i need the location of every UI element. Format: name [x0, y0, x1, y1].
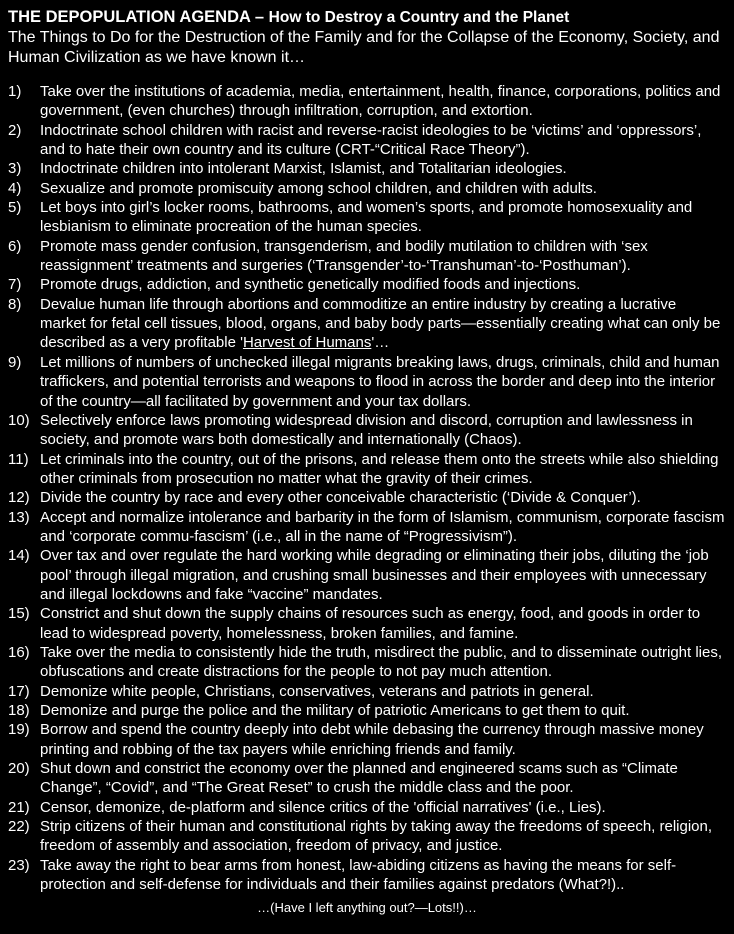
list-item-body: Let criminals into the country, out of the prisons, and release them onto the streets while also shielding other criminals from prosecution no matter what the gravity of their crimes. — [40, 450, 719, 487]
list-item-body: Selectively enforce laws promoting widespread division and discord, corruption and lawlessness in society, and promote wars both domestically and internationally (Chaos). — [40, 411, 693, 449]
list-item-text — [40, 353, 726, 411]
list-item-number: 6) — [8, 237, 22, 255]
document-intro: The Things to Do for the Destruction of the Family and for the Collapse of the Economy, Society, and Human Civilization as we have known it… — [8, 29, 720, 66]
list-item — [8, 353, 726, 411]
list-item — [8, 508, 726, 547]
document-title: THE DEPOPULATION AGENDA — [8, 8, 251, 26]
list-item-text — [40, 121, 726, 160]
list-item-number: 5) — [8, 199, 22, 217]
agenda-list — [8, 82, 726, 894]
list-item-text — [40, 275, 726, 294]
list-item-body: Indoctrinate children into intolerant Marxist, Islamist, and Totalitarian ideologies. — [40, 160, 567, 178]
list-item — [8, 546, 726, 604]
list-item-text — [40, 604, 726, 643]
list-item-body: Borrow and spend the country deeply into debt while debasing the currency through massive money printing and robbing of the tax payers while enriching friends and family. — [40, 721, 704, 758]
list-item-number: 14) — [8, 547, 30, 565]
list-item-body: Let millions of numbers of unchecked illegal migrants breaking laws, drugs, criminals, child and human traffickers, and potential terrorists and weapons to flood in across the border and deep into the interior of the country—all facilitated by government and your tax dollars. — [40, 353, 720, 410]
list-item — [8, 275, 726, 294]
list-item-text — [40, 488, 726, 507]
list-item-text — [40, 411, 726, 450]
list-item — [8, 682, 726, 701]
list-item-text — [40, 682, 726, 701]
list-item — [8, 82, 726, 121]
list-item-text — [40, 295, 726, 353]
list-item — [8, 701, 726, 720]
list-item-text — [40, 798, 726, 817]
list-item-body: Take over the media to consistently hide the truth, misdirect the public, and to disseminate outright lies, obfuscations and create distractions for the people to not pay much attention. — [40, 643, 723, 681]
list-item-body: Divide the country by race and every other conceivable characteristic (‘Divide & Conquer’). — [40, 489, 641, 507]
list-item — [8, 450, 726, 489]
list-item-text — [40, 82, 726, 121]
list-item-number: 7) — [8, 276, 22, 294]
list-item — [8, 159, 726, 178]
list-item — [8, 856, 726, 895]
list-item-number: 23) — [8, 856, 30, 874]
list-item-number: 9) — [8, 353, 22, 371]
list-item-text — [40, 759, 726, 798]
list-item — [8, 237, 726, 276]
list-item — [8, 411, 726, 450]
document-footer: …(Have I left anything out?—Lots!!)… — [257, 900, 477, 916]
title-dash: – — [250, 8, 269, 26]
list-item-number: 16) — [8, 643, 30, 661]
list-item-text — [40, 643, 726, 682]
list-item-text — [40, 720, 726, 759]
list-item-text — [40, 856, 726, 895]
list-item — [8, 295, 726, 353]
list-item — [8, 759, 726, 798]
list-item-number: 20) — [8, 760, 30, 778]
list-item-body: Strip citizens of their human and constitutional rights by taking away the freedoms of speech, religion, freedom of assembly and association, freedom of privacy, and justice. — [40, 818, 713, 855]
list-item — [8, 798, 726, 817]
list-item — [8, 604, 726, 643]
document-heading — [8, 7, 726, 28]
list-item-trailing-text: '… — [371, 334, 390, 352]
list-item-body: Over tax and over regulate the hard working while degrading or eliminating their jobs, diluting the ‘job pool’ through illegal migration, and crushing small businesses and their employees with unnecessary and illegal lockdowns and fake “vaccine” mandates. — [40, 547, 709, 603]
list-item-body: Promote drugs, addiction, and synthetic genetically modified foods and injections. — [40, 276, 581, 294]
list-item — [8, 121, 726, 160]
list-item-number: 18) — [8, 702, 30, 719]
list-item-body: Promote mass gender confusion, transgenderism, and bodily mutilation to children with ‘sex reassignment’ treatments and surgeries (‘Transgender’-to-‘Transhuman’-to-‘Posthuman’). — [40, 237, 648, 275]
list-item-number: 11) — [8, 450, 29, 468]
list-item-number: 22) — [8, 818, 30, 836]
list-item-body: Let boys into girl’s locker rooms, bathrooms, and women’s sports, and promote homosexuality and lesbianism to eliminate procreation of the human species. — [40, 199, 693, 236]
list-item-number: 15) — [8, 605, 30, 623]
list-item-text — [40, 450, 726, 489]
list-item-body: Censor, demonize, de-platform and silence critics of the 'official narratives' (i.e., Lies). — [40, 798, 606, 816]
list-item-number: 10) — [8, 411, 30, 429]
list-item — [8, 817, 726, 856]
harvest-of-humans-link[interactable]: Harvest of Humans — [242, 334, 372, 352]
list-item-number: 4) — [8, 179, 22, 197]
list-item — [8, 488, 726, 507]
list-item-body: Demonize and purge the police and the military of patriotic Americans to get them to quit. — [40, 702, 630, 719]
list-item-body: Sexualize and promote promiscuity among school children, and children with adults. — [40, 179, 597, 197]
list-item-body: Accept and normalize intolerance and barbarity in the form of Islamism, communism, corporate fascism and ‘corporate commu-fascism’ (i.e., all in the name of “Progressivism”). — [40, 508, 725, 545]
list-item-text — [40, 198, 726, 237]
list-item — [8, 643, 726, 682]
list-item-body: Indoctrinate school children with racist and reverse-racist ideologies to be ‘victims’ and ‘oppressors’, and to hate their own country and its culture (CRT-“Critical Race Theory”). — [40, 121, 702, 159]
list-item-number: 21) — [8, 798, 30, 816]
list-item-number: 17) — [8, 682, 30, 700]
list-item-body: Demonize white people, Christians, conservatives, veterans and patriots in general. — [40, 682, 594, 700]
list-item — [8, 720, 726, 759]
list-item — [8, 198, 726, 237]
list-item-text — [40, 701, 726, 720]
list-item-number: 1) — [8, 83, 22, 100]
list-item-text — [40, 817, 726, 856]
list-item-number: 12) — [8, 489, 30, 507]
list-item-body: Constrict and shut down the supply chains of resources such as energy, food, and goods in order to lead to widespread poverty, homelessness, broken families, and famine. — [40, 605, 701, 642]
list-item — [8, 179, 726, 198]
list-item-text — [40, 546, 726, 604]
list-item-body: Devalue human life through abortions and commoditize an entire industry by creating a lucrative market for fetal cell tissues, blood, organs, and baby body parts—essentially creating what can only be described as a very profitable ' — [40, 295, 721, 352]
document-subtitle: How to Destroy a Country and the Planet — [268, 9, 570, 26]
list-item-text — [40, 508, 726, 547]
list-item-number: 19) — [8, 721, 30, 739]
list-item-body: Take over the institutions of academia, media, entertainment, health, finance, corporations, politics and government, (even churches) through infiltration, corruption, and extortion. — [40, 83, 721, 120]
list-item-number: 2) — [8, 121, 22, 139]
list-item-number: 3) — [8, 160, 22, 178]
list-item-number: 13) — [8, 508, 30, 526]
list-item-number: 8) — [8, 295, 22, 313]
list-item-text — [40, 237, 726, 276]
list-item-body: Shut down and constrict the economy over the planned and engineered scams such as “Climate Change”, “Covid”, and “The Great Reset” to crush the middle class and the poor. — [40, 760, 678, 797]
list-item-body: Take away the right to bear arms from honest, law-abiding citizens as having the means for self-protection and self-defense for individuals and their families against predators (What?!).. — [40, 856, 677, 894]
list-item-text — [40, 179, 726, 198]
list-item-text — [40, 159, 726, 178]
